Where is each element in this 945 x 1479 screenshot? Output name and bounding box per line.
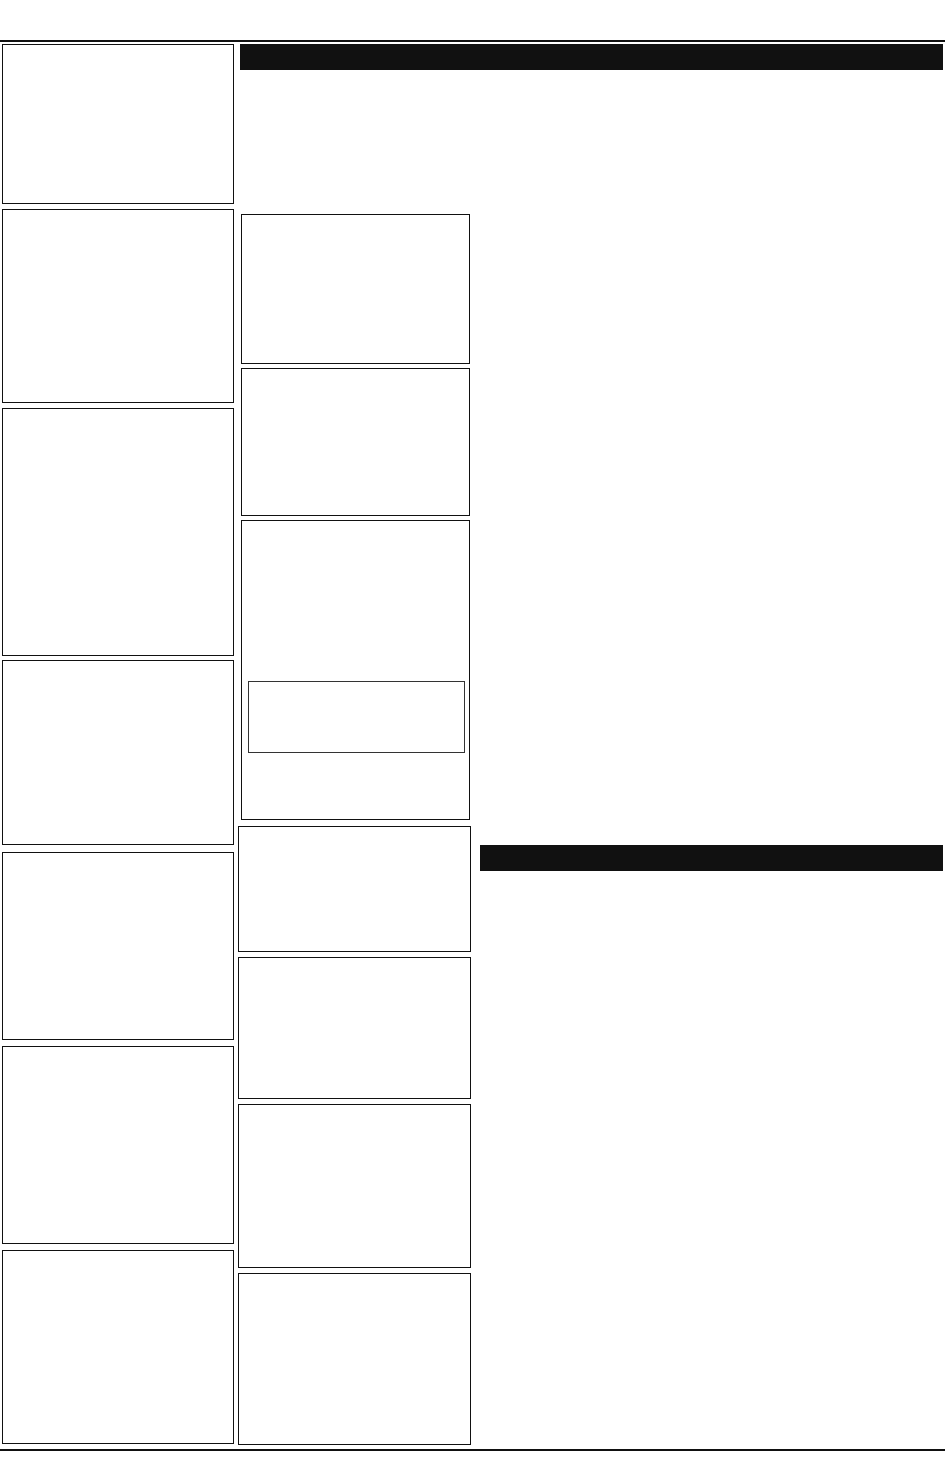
notice-driving-license-irfan [238,1104,471,1268]
urdu-tehsildar-notice [241,520,470,820]
masthead-logo [432,0,512,38]
urdu-public-notice-2 [241,368,470,516]
notice-dob-son [238,826,471,952]
urdu-public-notice-1 [241,214,470,364]
notice-parentage-son [2,1250,234,1444]
notice-passport-surjeet [2,44,234,204]
heirs-table [248,681,465,753]
notice-passport-vikinder [238,1273,471,1445]
continuation-banner-top [240,44,943,70]
urdu-articles-bottom [480,875,943,1445]
notice-parentage-daughter [2,1046,234,1244]
masthead-bar [0,0,945,42]
public-notice-neelofar [2,408,234,656]
imprint-footer [0,1449,945,1479]
notice-dob-daughter [2,660,234,845]
notice-passport-tawkeer [2,209,234,403]
continuation-banner-bottom [480,845,943,871]
notice-travel-agency [238,957,471,1099]
notice-driving-licence [2,852,234,1040]
